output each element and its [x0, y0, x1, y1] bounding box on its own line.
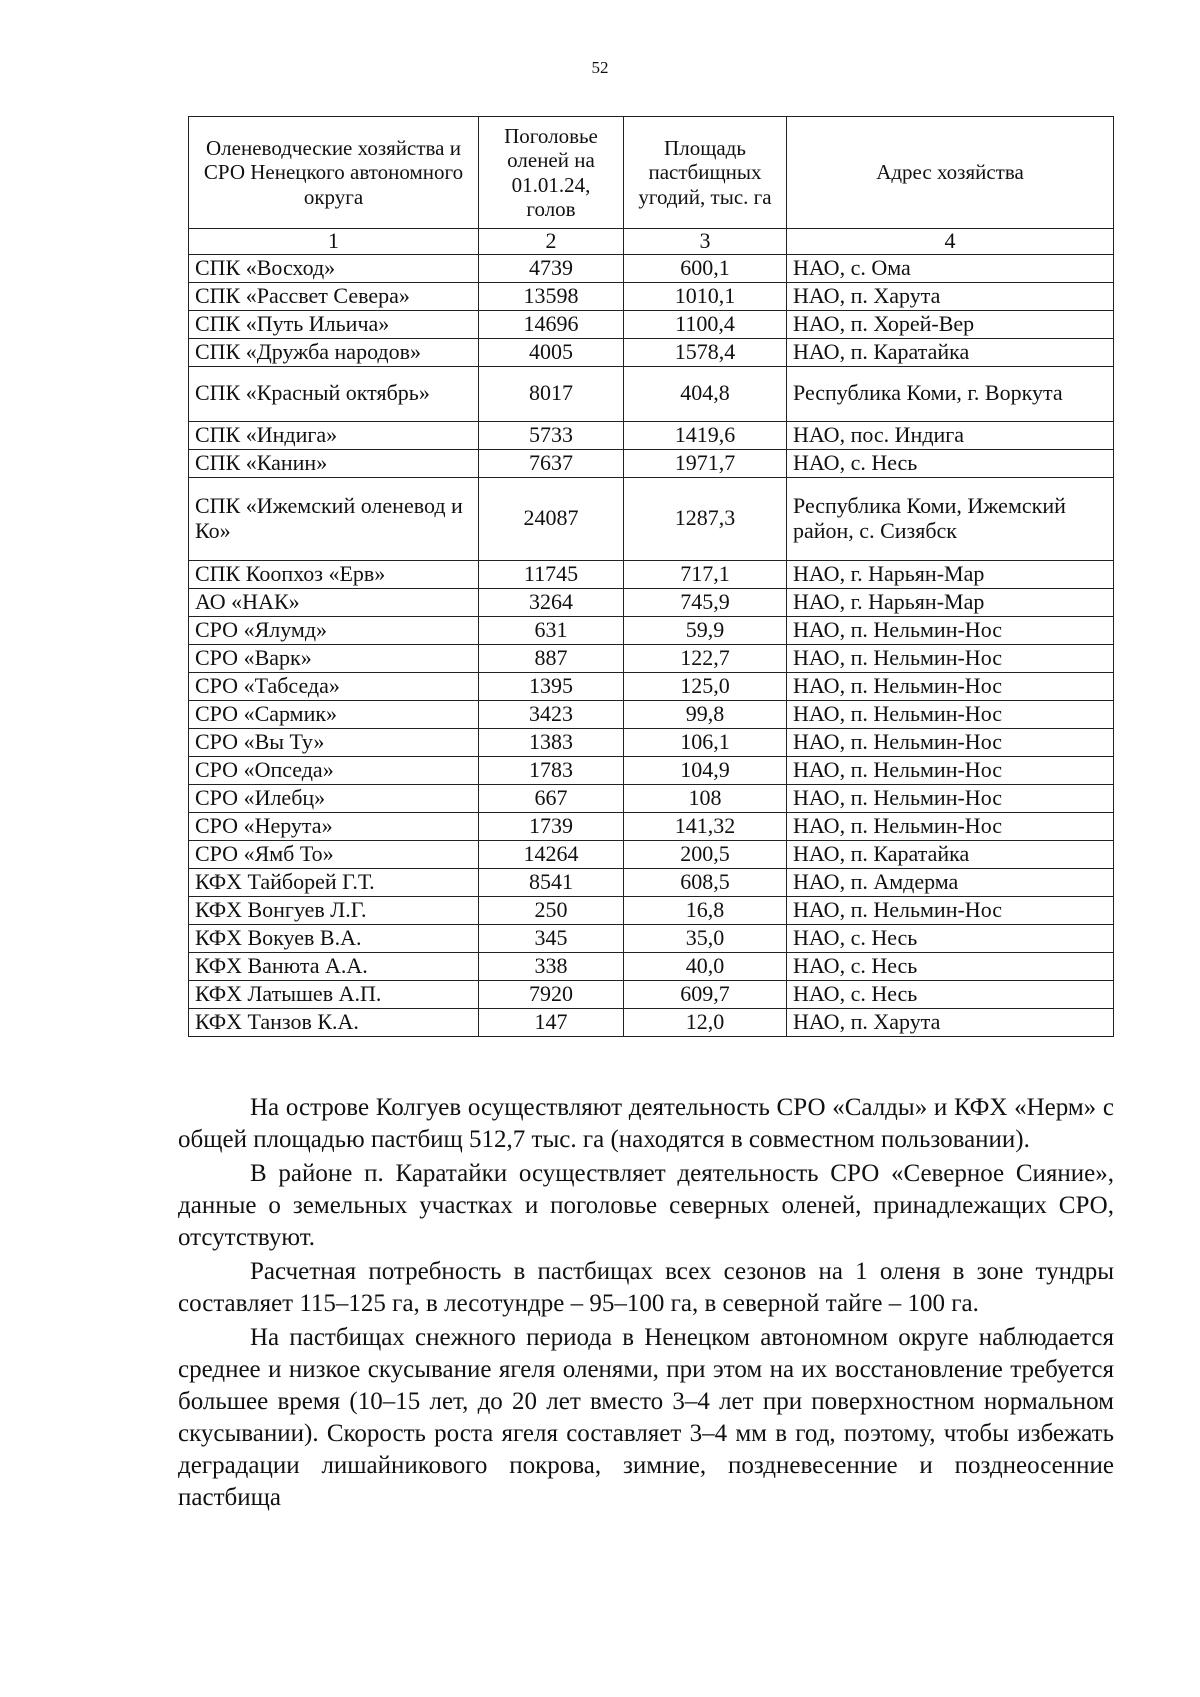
address-cell: НАО, с. Несь	[787, 980, 1114, 1008]
table-row	[189, 338, 1114, 366]
farm-name-cell: СРО «Ямб То»	[189, 840, 479, 868]
paragraph: На острове Колгуев осуществляют деятельность СРО «Салды» и КФХ «Нерм» с общей площадью пастбищ 512,7 тыс. га (находятся в совместном пользовании).	[178, 1094, 1114, 1153]
pasture-area-cell: 1578,4	[624, 338, 787, 366]
farm-name-cell: СРО «Илебц»	[189, 784, 479, 812]
farm-name-cell: СРО «Ялумд»	[189, 616, 479, 644]
farm-name-cell: СПК «Дружба народов»	[189, 338, 479, 366]
farm-name-cell: СПК «Канин»	[189, 449, 479, 477]
table-header-row	[189, 117, 1114, 229]
herd-count-cell: 1383	[479, 728, 624, 756]
address-cell: НАО, п. Амдерма	[787, 868, 1114, 896]
pasture-area-cell: 59,9	[624, 616, 787, 644]
farm-name-cell: СПК «Рассвет Севера»	[189, 282, 479, 310]
pasture-area-cell: 104,9	[624, 756, 787, 784]
address-cell: НАО, п. Хорей-Вер	[787, 310, 1114, 338]
paragraph: На пастбищах снежного периода в Ненецком автономном округе наблюдается среднее и низкое скусывание ягеля оленями, при этом на их восстановление требуется большее время (10–15 лет, до 20 лет вместо 3–4 лет при поверхностном нормальном скусывании). Скорость роста ягеля составляет 3–4 мм в год, поэтому, чтобы избежать деградации лишайникового покрова, зимние, поздневесенние и позднеосенние пастбища	[178, 1324, 1114, 1511]
farm-name-cell: СРО «Варк»	[189, 644, 479, 672]
column-number: 1	[189, 229, 479, 255]
herd-count-cell: 14264	[479, 840, 624, 868]
address-cell: НАО, пос. Индига	[787, 421, 1114, 449]
address-cell: НАО, г. Нарьян-Мар	[787, 560, 1114, 588]
table-row	[189, 896, 1114, 924]
table-row	[189, 366, 1114, 421]
farm-name-cell: КФХ Ванюта А.А.	[189, 952, 479, 980]
farm-name-cell: СПК «Путь Ильича»	[189, 310, 479, 338]
table-row	[189, 672, 1114, 700]
herd-count-cell: 4005	[479, 338, 624, 366]
farm-name-cell: КФХ Вонгуев Л.Г.	[189, 896, 479, 924]
herd-count-cell: 250	[479, 896, 624, 924]
herd-count-cell: 3264	[479, 588, 624, 616]
address-cell: НАО, п. Нельмин-Нос	[787, 672, 1114, 700]
table-row	[189, 254, 1114, 282]
farm-name-cell: СПК «Красный октябрь»	[189, 366, 479, 421]
herd-count-cell: 4739	[479, 254, 624, 282]
table-row	[189, 310, 1114, 338]
column-number: 4	[787, 229, 1114, 255]
page-number: 52	[591, 58, 609, 77]
pasture-area-cell: 40,0	[624, 952, 787, 980]
table-row	[189, 812, 1114, 840]
paragraph: В районе п. Каратайки осуществляет деятельность СРО «Северное Сияние», данные о земельных участках и поголовье северных оленей, принадлежащих СРО, отсутствуют.	[178, 1160, 1114, 1251]
farm-name-cell: СРО «Опседа»	[189, 756, 479, 784]
table-row	[189, 588, 1114, 616]
pasture-area-cell: 1287,3	[624, 477, 787, 560]
table-row	[189, 477, 1114, 560]
pasture-area-cell: 12,0	[624, 1008, 787, 1036]
pasture-area-cell: 1100,4	[624, 310, 787, 338]
table-row	[189, 700, 1114, 728]
address-cell: НАО, с. Ома	[787, 254, 1114, 282]
table-row	[189, 560, 1114, 588]
farm-name-cell: СПК «Восход»	[189, 254, 479, 282]
address-cell: НАО, п. Нельмин-Нос	[787, 896, 1114, 924]
farm-name-cell: КФХ Латышев А.П.	[189, 980, 479, 1008]
address-cell: НАО, п. Нельмин-Нос	[787, 616, 1114, 644]
farm-name-cell: КФХ Танзов К.А.	[189, 1008, 479, 1036]
address-cell: НАО, с. Несь	[787, 952, 1114, 980]
farm-name-cell: СРО «Вы Ту»	[189, 728, 479, 756]
herd-count-cell: 631	[479, 616, 624, 644]
herd-count-cell: 8017	[479, 366, 624, 421]
body-text	[178, 1092, 1114, 1516]
herd-count-cell: 5733	[479, 421, 624, 449]
paragraph: Расчетная потребность в пастбищах всех сезонов на 1 оленя в зоне тундры составляет 115–125 га, в лесотундре – 95–100 га, в северной тайге – 100 га.	[178, 1258, 1114, 1317]
address-cell: НАО, п. Нельмин-Нос	[787, 644, 1114, 672]
herd-count-cell: 338	[479, 952, 624, 980]
table-row	[189, 282, 1114, 310]
table-row	[189, 840, 1114, 868]
address-cell: НАО, п. Нельмин-Нос	[787, 784, 1114, 812]
pasture-area-cell: 200,5	[624, 840, 787, 868]
pasture-area-cell: 35,0	[624, 924, 787, 952]
address-cell: Республика Коми, Ижемский район, с. Сизябск	[787, 477, 1114, 560]
address-cell: НАО, п. Нельмин-Нос	[787, 812, 1114, 840]
header-herd: Поголовье оленей на 01.01.24, голов	[479, 117, 624, 229]
table-row	[189, 644, 1114, 672]
farm-name-cell: СПК «Ижемский оленевод и Ко»	[189, 477, 479, 560]
pasture-area-cell: 609,7	[624, 980, 787, 1008]
column-number: 2	[479, 229, 624, 255]
pasture-area-cell: 99,8	[624, 700, 787, 728]
herd-count-cell: 11745	[479, 560, 624, 588]
header-area: Площадь пастбищных угодий, тыс. га	[624, 117, 787, 229]
herd-count-cell: 667	[479, 784, 624, 812]
pasture-area-cell: 1010,1	[624, 282, 787, 310]
herd-count-cell: 8541	[479, 868, 624, 896]
pasture-area-cell: 717,1	[624, 560, 787, 588]
address-cell: НАО, п. Каратайка	[787, 840, 1114, 868]
pasture-area-cell: 745,9	[624, 588, 787, 616]
farm-name-cell: СПК Коопхоз «Ерв»	[189, 560, 479, 588]
herd-count-cell: 345	[479, 924, 624, 952]
herd-count-cell: 1739	[479, 812, 624, 840]
table-row	[189, 616, 1114, 644]
pasture-area-cell: 141,32	[624, 812, 787, 840]
pasture-area-cell: 125,0	[624, 672, 787, 700]
herd-count-cell: 7637	[479, 449, 624, 477]
table-row	[189, 421, 1114, 449]
table-row	[189, 868, 1114, 896]
pasture-area-cell: 404,8	[624, 366, 787, 421]
address-cell: НАО, п. Каратайка	[787, 338, 1114, 366]
address-cell: НАО, п. Харута	[787, 282, 1114, 310]
address-cell: Республика Коми, г. Воркута	[787, 366, 1114, 421]
herd-count-cell: 147	[479, 1008, 624, 1036]
column-number: 3	[624, 229, 787, 255]
address-cell: НАО, п. Нельмин-Нос	[787, 756, 1114, 784]
pasture-area-cell: 1419,6	[624, 421, 787, 449]
pasture-area-cell: 600,1	[624, 254, 787, 282]
farm-name-cell: КФХ Вокуев В.А.	[189, 924, 479, 952]
address-cell: НАО, п. Нельмин-Нос	[787, 728, 1114, 756]
herd-count-cell: 24087	[479, 477, 624, 560]
pasture-area-cell: 608,5	[624, 868, 787, 896]
farm-name-cell: СПК «Индига»	[189, 421, 479, 449]
herd-count-cell: 7920	[479, 980, 624, 1008]
address-cell: НАО, г. Нарьян-Мар	[787, 588, 1114, 616]
pasture-area-cell: 108	[624, 784, 787, 812]
farm-name-cell: СРО «Нерута»	[189, 812, 479, 840]
address-cell: НАО, с. Несь	[787, 449, 1114, 477]
farm-name-cell: СРО «Сармик»	[189, 700, 479, 728]
herd-count-cell: 14696	[479, 310, 624, 338]
pasture-area-cell: 122,7	[624, 644, 787, 672]
table-row	[189, 756, 1114, 784]
address-cell: НАО, с. Несь	[787, 924, 1114, 952]
pasture-area-cell: 16,8	[624, 896, 787, 924]
herd-count-cell: 3423	[479, 700, 624, 728]
column-number-row	[189, 229, 1114, 255]
header-address: Адрес хозяйства	[787, 117, 1114, 229]
pasture-area-cell: 106,1	[624, 728, 787, 756]
table-row	[189, 1008, 1114, 1036]
herd-count-cell: 1783	[479, 756, 624, 784]
table-row	[189, 952, 1114, 980]
farm-name-cell: АО «НАК»	[189, 588, 479, 616]
table-row	[189, 924, 1114, 952]
table-row	[189, 728, 1114, 756]
table-row	[189, 449, 1114, 477]
herd-count-cell: 887	[479, 644, 624, 672]
herd-count-cell: 13598	[479, 282, 624, 310]
reindeer-farms-table	[188, 116, 1114, 1037]
farm-name-cell: КФХ Тайборей Г.Т.	[189, 868, 479, 896]
address-cell: НАО, п. Харута	[787, 1008, 1114, 1036]
table-row	[189, 980, 1114, 1008]
address-cell: НАО, п. Нельмин-Нос	[787, 700, 1114, 728]
farm-name-cell: СРО «Табседа»	[189, 672, 479, 700]
table-body	[189, 229, 1114, 1037]
header-farm: Оленеводческие хозяйства и СРО Ненецкого автономного округа	[189, 117, 479, 229]
pasture-area-cell: 1971,7	[624, 449, 787, 477]
herd-count-cell: 1395	[479, 672, 624, 700]
table-row	[189, 784, 1114, 812]
